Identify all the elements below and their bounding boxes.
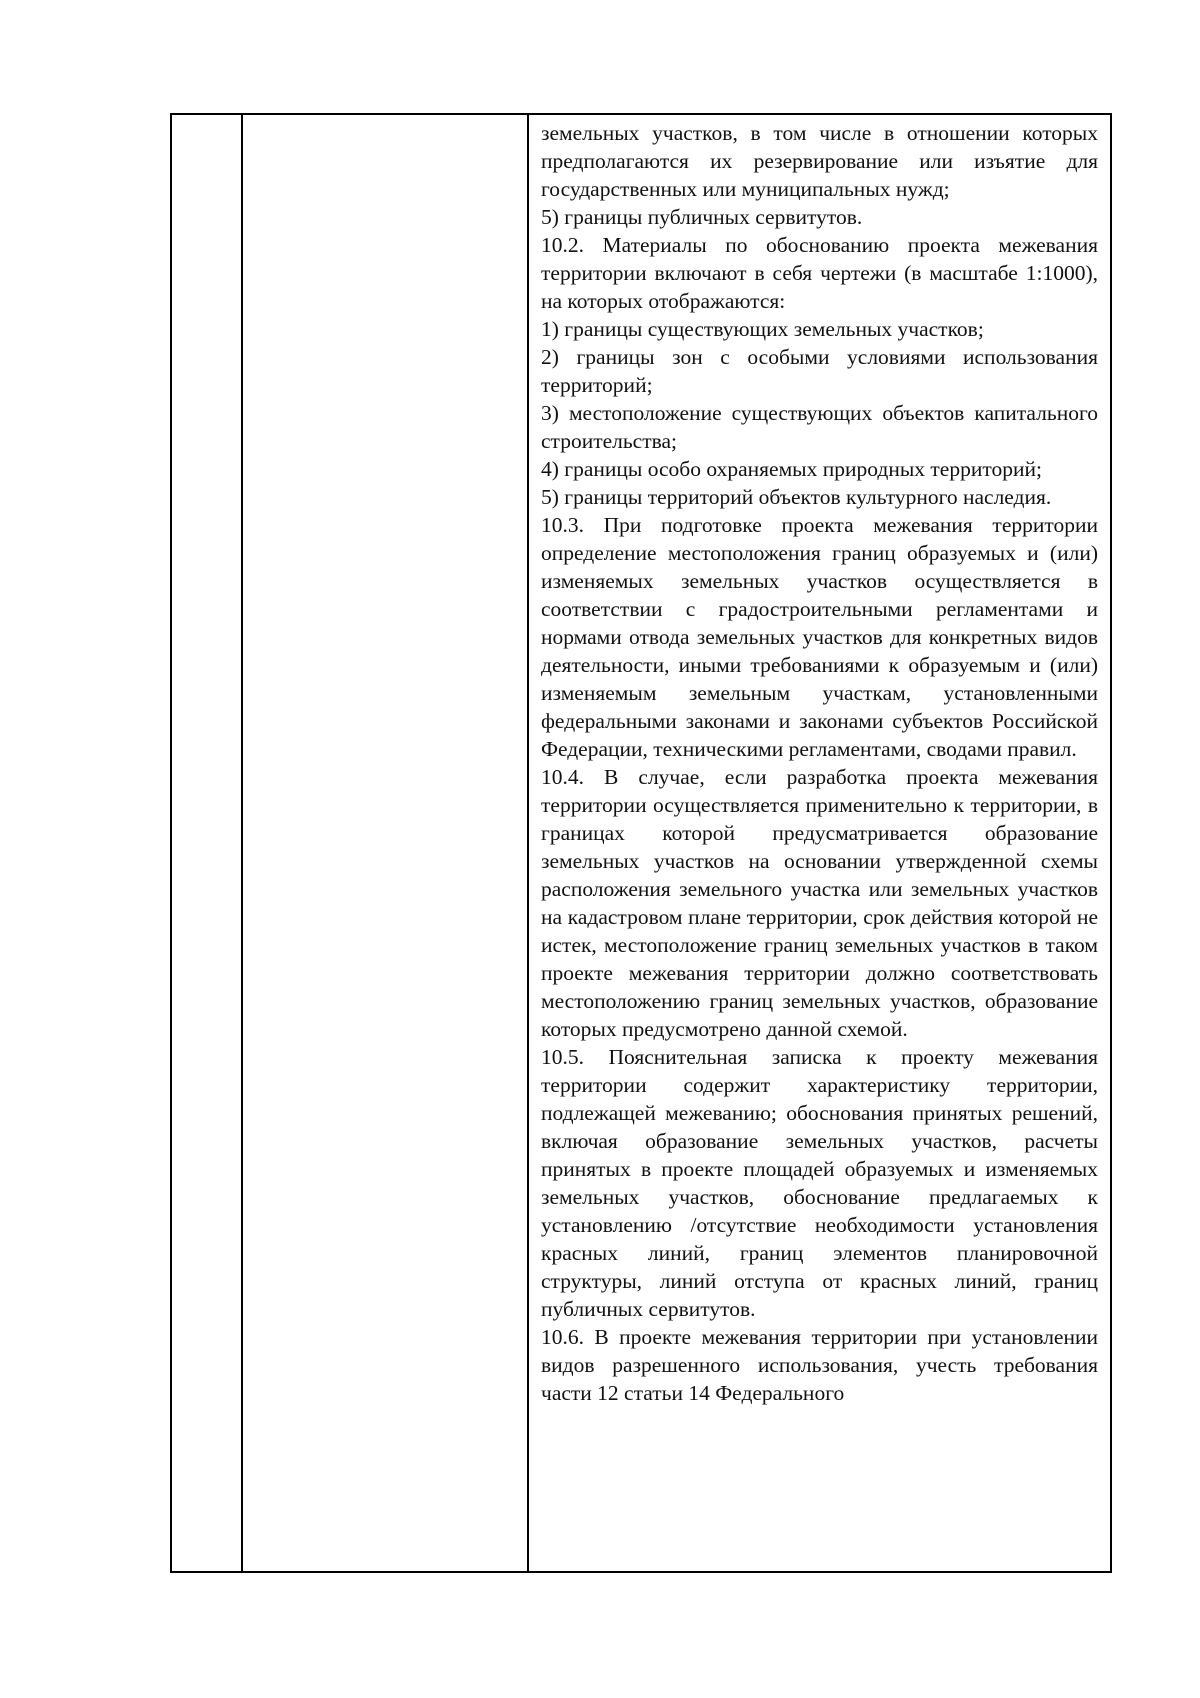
paragraph: 10.3. При подготовке проекта межевания территории определение местоположения границ образуемых и (или) изменяемых земельных участков осуществляется в соответствии с градостроительными регламентами и нормами отвода земельных участков для конкретных видов деятельности, иными требованиями к образуемым и (или) изменяемым земельным участкам, установленными федеральными законами и законами субъектов Российской Федерации, техническими регламентами, сводами правил. (541, 513, 1098, 761)
paragraph: 10.2. Материалы по обоснованию проекта межевания территории включают в себя чертежи (в масштабе 1:1000), на которых отображаются: (541, 233, 1098, 313)
paragraph: 10.4. В случае, если разработка проекта межевания территории осуществляется применительно к территории, в границах которой предусматривается образование земельных участков на основании утвержденной схемы расположения земельного участка или земельных участков на кадастровом плане территории, срок действия которой не истек, местоположение границ земельных участков в таком проекте межевания территории должно соответствовать местоположению границ земельных участков, образование которых предусмотрено данной схемой. (541, 765, 1098, 1041)
document-table (170, 113, 1112, 1573)
table-row (171, 114, 1111, 1572)
paragraph: 10.6. В проекте межевания территории при установлении видов разрешенного использования, учесть требования части 12 статьи 14 Федерального (541, 1325, 1098, 1405)
paragraph: 3) местоположение существующих объектов капитального строительства; (541, 401, 1098, 453)
paragraph: 10.5. Пояснительная записка к проекту межевания территории содержит характеристику территории, подлежащей межеванию; обоснования принятых решений, включая образование земельных участков, расчеты принятых в проекте площадей образуемых и изменяемых земельных участков, обоснование предлагаемых к установлению /отсутствие необходимости установления красных линий, границ элементов планировочной структуры, линий отступа от красных линий, границ публичных сервитутов. (541, 1045, 1098, 1321)
content-cell (528, 114, 1111, 1572)
paragraph: 2) границы зон с особыми условиями использования территорий; (541, 345, 1098, 397)
name-cell (242, 114, 528, 1572)
paragraph: 4) границы особо охраняемых природных территорий; (541, 457, 1042, 481)
paragraph: 1) границы существующих земельных участков; (541, 317, 984, 341)
number-cell (171, 114, 242, 1572)
paragraph: 5) границы публичных сервитутов. (541, 205, 863, 229)
paragraph: земельных участков, в том числе в отношении которых предполагаются их резервирование или изъятие для государственных или муниципальных нужд; (541, 121, 1098, 201)
paragraph: 5) границы территорий объектов культурного наследия. (541, 485, 1052, 509)
